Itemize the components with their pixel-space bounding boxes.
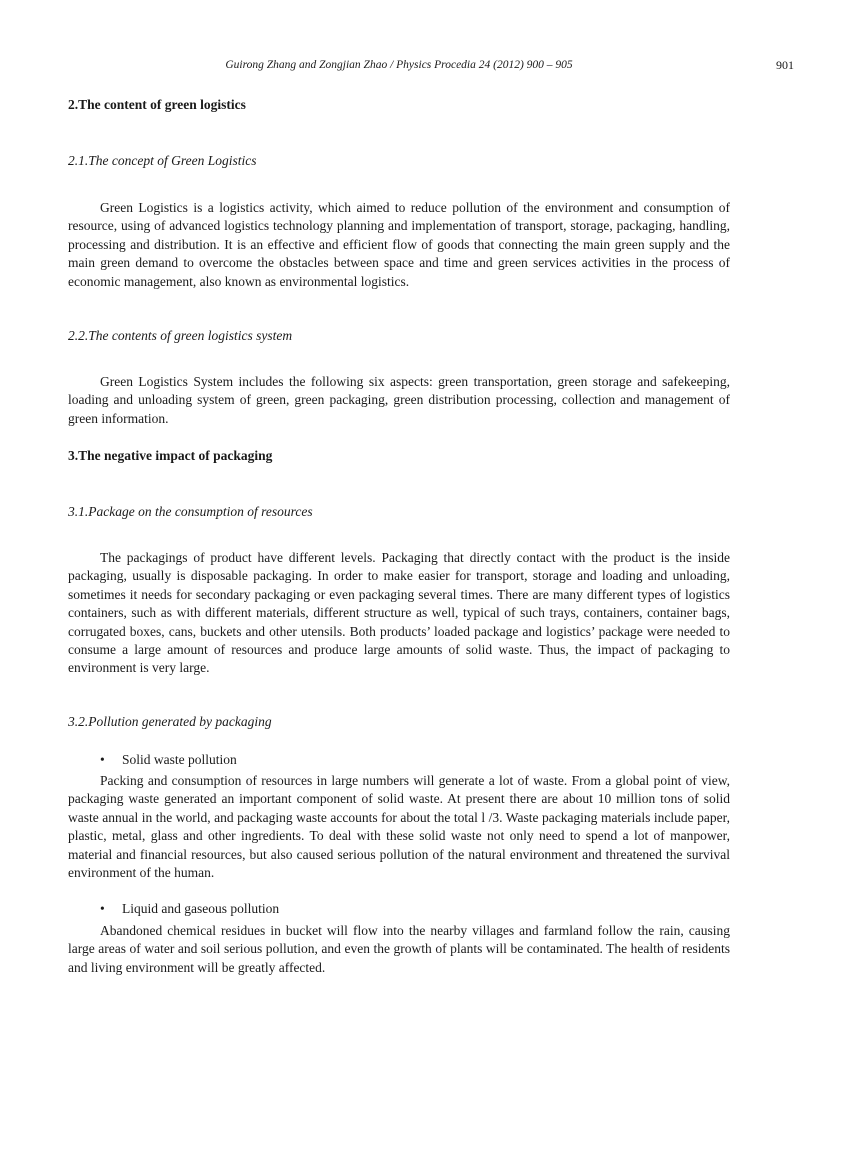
bullet-solid-waste	[100, 751, 237, 769]
section-3-2-heading: 3.2.Pollution generated by packaging	[68, 714, 272, 729]
section-2-2-heading: 2.2.The contents of green logistics system	[68, 328, 293, 343]
bullet-liquid-gaseous	[100, 900, 279, 918]
bullet-dot-icon: •	[100, 752, 105, 767]
running-head: Guirong Zhang and Zongjian Zhao / Physics Procedia 24 (2012) 900 – 905	[225, 59, 573, 71]
section-3-1-paragraph: The packagings of product have different levels. Packaging that directly contact with the product is the inside packaging, usually is disposable packaging. In order to make easier for transport, storage and loading and unloading, sometimes it needs for secondary packaging or even packaging several times. There are many different types of logistics containers, such as with different materials, different structure as well, typical of such trays, containers, container bags, corrugated boxes, cans, buckets and other utensils. Both products’ loaded package and logistics’ package were needed to consume a large amount of resources and produce large amounts of solid waste. Thus, the impact of packaging to environment is very large.	[68, 550, 730, 676]
bullet-solid-waste-label: Solid waste pollution	[122, 752, 237, 767]
section-2-2-paragraph: Green Logistics System includes the following six aspects: green transportation, green storage and safekeeping, loading and unloading system of green, green packaging, green distribution processing, collection and management of green information.	[68, 374, 730, 426]
section-3-heading: 3.The negative impact of packaging	[68, 448, 273, 463]
section-3-1-heading: 3.1.Package on the consumption of resources	[68, 504, 313, 519]
liquid-gaseous-paragraph: Abandoned chemical residues in bucket will flow into the nearby villages and farmland follow the rain, causing large areas of water and soil serious pollution, and even the growth of plants will be contaminated. The health of residents and living environment will be greatly affected.	[68, 923, 730, 975]
bullet-dot-icon: •	[100, 901, 105, 916]
page-number: 901	[776, 58, 794, 72]
solid-waste-paragraph: Packing and consumption of resources in large numbers will generate a lot of waste. From a global point of view, packaging waste generated an important component of solid waste. At present there are about 10 million tons of solid waste annual in the world, and packaging waste accounts for about the total l /3. Waste packaging materials include paper, plastic, metal, glass and other ingredients. To deal with these solid waste not only need to spend a lot of manpower, material and financial resources, but also caused serious pollution of the natural environment and threatened the survival environment of the human.	[68, 773, 730, 881]
bullet-liquid-gaseous-label: Liquid and gaseous pollution	[122, 901, 280, 916]
section-2-1-paragraph: Green Logistics is a logistics activity, which aimed to reduce pollution of the environment and consumption of resource, using of advanced logistics technology planning and implementation of transport, storage, packaging, handling, processing and distribution. It is an effective and efficient flow of goods that connecting the main green supply and the main green demand to overcome the obstacles between space and time and green services activities in the process of economic management, also known as environmental logistics.	[68, 200, 730, 289]
section-2-heading: 2.The content of green logistics	[68, 97, 246, 112]
section-2-1-heading: 2.1.The concept of Green Logistics	[68, 153, 257, 168]
